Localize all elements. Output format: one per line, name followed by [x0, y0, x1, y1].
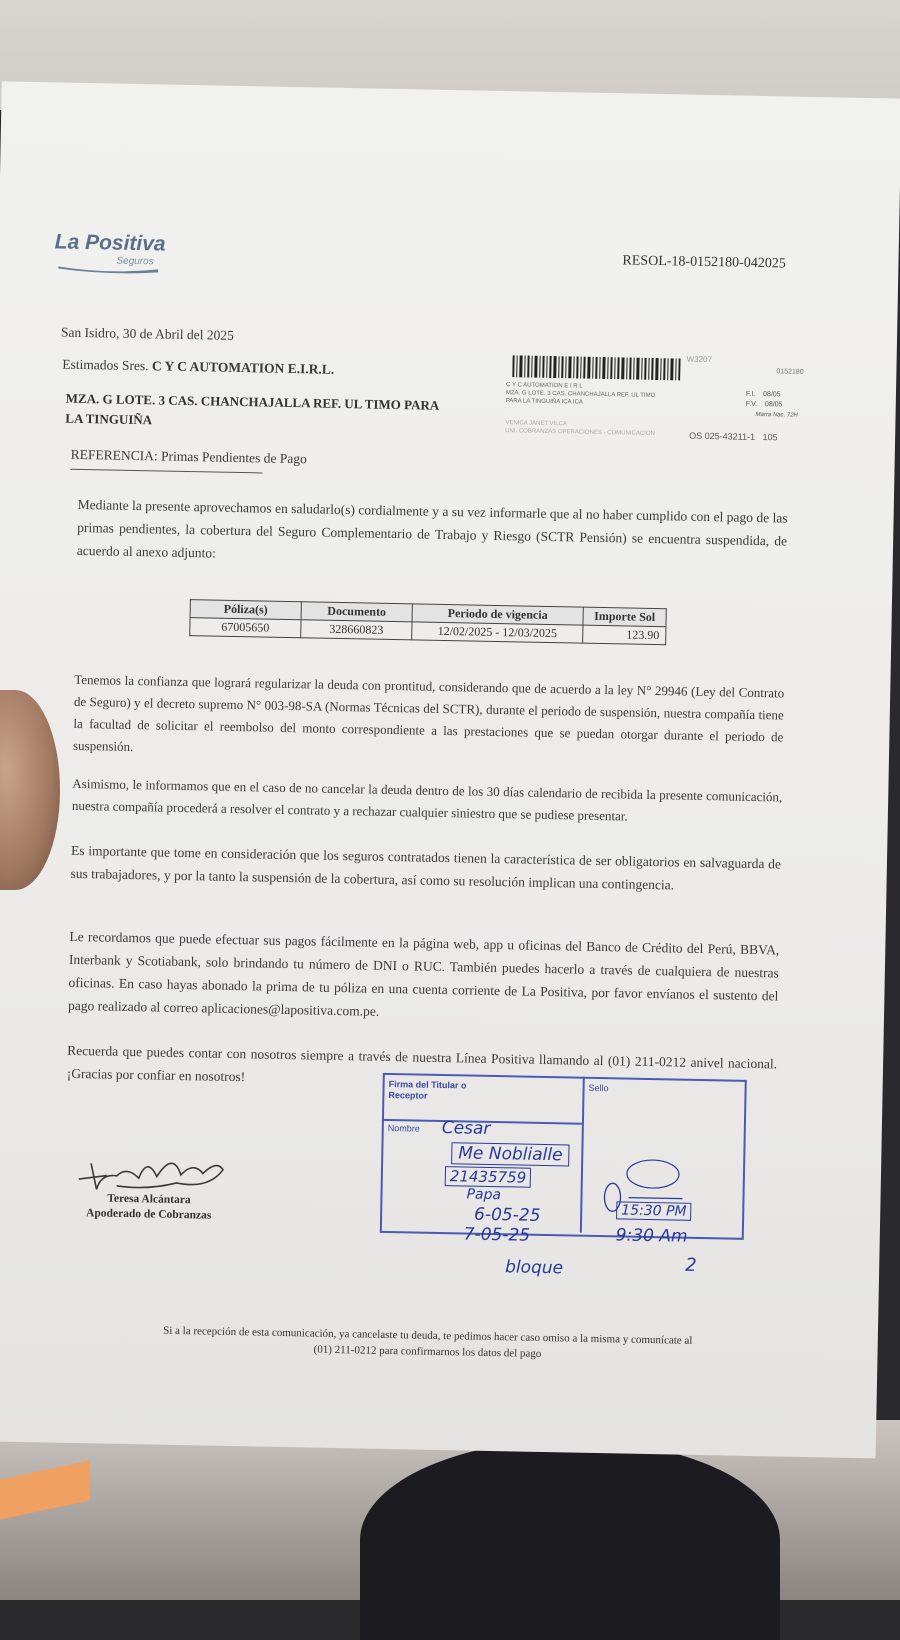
stamp-seal-label: Sello [588, 1082, 609, 1094]
handwritten-number: 2 [685, 1254, 697, 1276]
label-dates [745, 390, 798, 421]
footer-note [127, 1322, 728, 1366]
signatory-role: Apoderado de Cobranzas [85, 1207, 212, 1222]
signatory-name: Teresa Alcántara [107, 1192, 191, 1207]
letter-date: San Isidro, 30 de Abril del 2025 [60, 324, 234, 343]
paragraph-2: Tenemos la confianza que logrará regularizar la deuda con prontitud, considerando que de acuerdo a la ley N° 29946 (Ley del Contrato de Seguro) y el decreto supremo N° 003-98-SA (Normas Técnicas del SCTR), durante el periodo de suspensión, nuestra compañía tiene la facultad de solicitar el reembolso del monto correspondiente a las prestaciones que se puedan otorgar durante el periodo de suspensión. [72, 671, 785, 755]
signatory [86, 1191, 212, 1223]
greeting-prefix: Estimados Sres. [62, 356, 149, 374]
stamp-name-label: Nombre [387, 1122, 420, 1134]
handwritten-dni: 21435759 [445, 1166, 532, 1188]
letter-greeting [62, 353, 334, 382]
letter-page [0, 81, 900, 1458]
table-cell: 328660823 [301, 620, 412, 640]
fv-label: F.V. [745, 400, 758, 408]
column-header: Póliza(s) [190, 600, 301, 620]
barcode-icon [512, 355, 680, 380]
handwritten-time-2: 9:30 Am [615, 1225, 688, 1247]
label-code-right: 0152180 [776, 368, 804, 376]
logo-swoosh-icon [58, 264, 158, 274]
address-line-2: LA TINGUIÑA [65, 410, 153, 428]
dark-shadow [360, 1440, 780, 1640]
company-logo-subtitle: Seguros [116, 255, 154, 268]
company-logo: La Positiva [54, 230, 166, 256]
table-cell: 123.90 [583, 625, 666, 645]
column-header: Documento [301, 602, 412, 622]
stamp-sign-label: Firma del Titular o Receptor [388, 1078, 467, 1101]
os-code: OS 025-43211-1 [689, 430, 756, 442]
label-line-5: UNI. COBRANZAS OPERACIONES - COMUNICACION [505, 428, 655, 437]
label-line-3: PARA LA TINGUIÑA ICA ICA [505, 398, 583, 406]
fi-label: F.I. [745, 390, 756, 398]
recipient-name: C Y C AUTOMATION E.I.R.L. [151, 358, 335, 377]
table-cell: 12/02/2025 - 12/03/2025 [412, 622, 583, 643]
os-line [689, 431, 778, 443]
resolution-code: RESOL-18-0152180-042025 [622, 253, 786, 272]
reference-line [70, 443, 307, 472]
label-code-top: W3207 [686, 354, 713, 365]
column-header: Periodo de vigencia [412, 604, 583, 625]
label-line-2: MZA. G LOTE. 3 CAS. CHANCHAJALLA REF. UL TIMO [505, 390, 656, 399]
handwritten-name: Cesar [441, 1118, 491, 1139]
label-line-1: C Y C AUTOMATION E I R L [506, 382, 583, 390]
label-extra: Marra Nac. 72H [755, 411, 798, 419]
column-header: Importe Sol [583, 607, 666, 627]
mail-label-text [505, 381, 706, 439]
fv-value: 08/05 [764, 401, 783, 409]
handwritten-date-2: 7-05-25 [463, 1224, 531, 1246]
paragraph-5: Le recordamos que puede efectuar sus pagos fácilmente en la página web, app u oficinas del Banco de Crédito del Perú, BBVA, Interbank y Scotiabank, solo brindando tu número de DNI o RUC. También puedes hacerlo a través de cualquiera de nuestras oficinas. En caso hayas abonado la prima de tu póliza en una cuenta corriente de La Positiva, por favor envíanos el sustento del pago realizado al correo aplicaciones@lapositiva.com.pe. [67, 928, 780, 1019]
handwritten-signature [76, 1145, 227, 1198]
recipient-address [65, 389, 476, 437]
label-line-4: VENICA JANET VILCA [505, 420, 567, 428]
footer-line-2: (01) 211-0212 para confirmarnos los datos del pago [313, 1343, 542, 1360]
table-cell: 67005650 [190, 618, 301, 638]
handwritten-surname: Me Noblialle [451, 1142, 570, 1166]
paragraph-1: Mediante la presente aprovechamos en saludarlo(s) cordialmente y a su vez informarle que al no haber cumplido con el pago de las primas pendientes, la cobertura del Seguro Complementario de Trabajo y Riesgo (SCTR Pensión) se encuentra suspendida, de acuerdo al anexo adjunto: [76, 496, 788, 561]
fi-value: 08/05 [762, 391, 781, 399]
address-line-1: MZA. G LOTE. 3 CAS. CHANCHAJALLA REF. UL TIMO PARA [65, 390, 440, 413]
seal-scribble [592, 1153, 703, 1215]
handwritten-time-1: 15:30 PM [616, 1201, 692, 1220]
policy-table [189, 599, 667, 645]
reference-text: Primas Pendientes de Pago [160, 448, 308, 467]
handwritten-date-1: 6-05-25 [473, 1204, 541, 1226]
paragraph-4: Es importante que tome en consideración que los seguros contratados tienen la característica de ser obligatorios en salvaguarda de sus trabajadores, y por la tanto la suspensión de la cobertura, así como su resolución implican una contingencia. [70, 842, 782, 893]
paragraph-6: Recuerda que puedes contar con nosotros siempre a través de nuestra Línea Positiva llamando al (01) 211-0212 anivel nacional. ¡Gracias por confiar en nosotros! [66, 1042, 778, 1085]
handwritten-bloque: bloque [504, 1257, 564, 1279]
reference-label: REFERENCIA: [70, 446, 158, 464]
paragraph-3: Asimismo, le informamos que en el caso de no cancelar la deuda dentro de los 30 días calendario de recibida la presente comunicación, nuestra compañía procederá a resolver el contrato y a rechazar cualquier siniestro que se pudiese presentar. [71, 775, 783, 824]
os-number: 105 [762, 432, 778, 443]
handwritten-papa: Papa [466, 1186, 502, 1204]
footer-line-1: Si a la recepción de esta comunicación, ya cancelaste tu deuda, te pedimos hacer caso omiso a la misma y comunícate al [163, 1324, 693, 1347]
